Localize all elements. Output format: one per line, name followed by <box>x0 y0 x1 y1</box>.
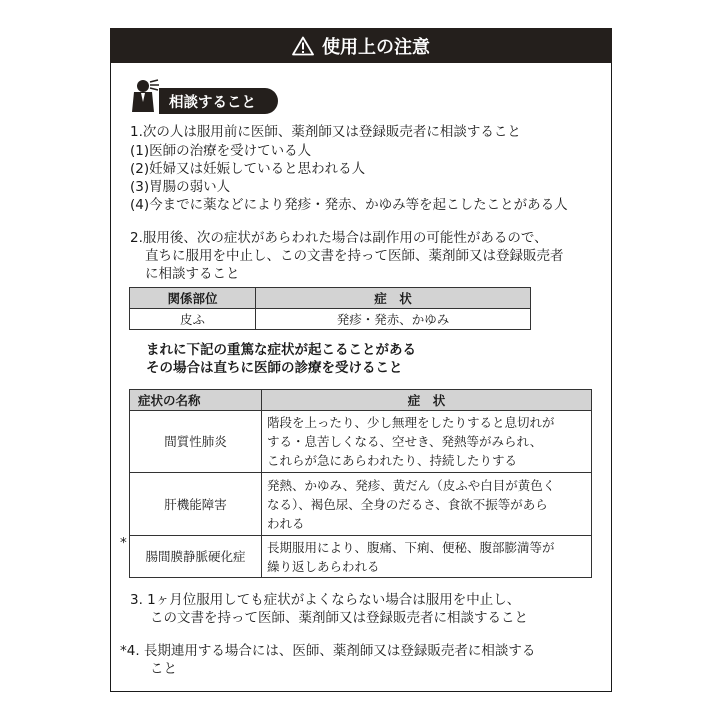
symptom-line: 長期服用により、腹痛、下痢、便秘、腹部膨満等が <box>267 539 555 555</box>
warning-icon <box>292 36 314 56</box>
page-title: 使用上の注意 <box>322 36 430 58</box>
notice-header <box>110 28 612 63</box>
section-label: 相談すること <box>159 88 278 114</box>
item1-sub: (2)妊婦又は妊娠していると思われる人 <box>130 161 366 177</box>
footnote-mark: * <box>120 535 127 551</box>
item3-line: 3. 1ヶ月位服用しても症状がよくならない場合は服用を中止し、 <box>130 592 521 608</box>
item2-line: 2.服用後、次の症状があらわれた場合は副作用の可能性があるので、 <box>130 230 548 246</box>
item2-line: 直ちに服用を中止し、この文書を持って医師、薬剤師又は登録販売者 <box>145 248 564 264</box>
item4-line: こと <box>150 661 177 677</box>
symptom-line: これらが急にあらわれたり、持続したりする <box>267 453 518 468</box>
item2-line: に相談すること <box>145 266 240 282</box>
symptom-name: 間質性肺炎 <box>130 411 262 473</box>
symptom-line: なる）、褐色尿、全身のだるさ、食欲不振等があら <box>267 496 548 512</box>
item4-line: *4. 長期連用する場合には、医師、薬剤師又は登録販売者に相談する <box>120 643 536 659</box>
symptom-line: 繰り返しあらわれる <box>267 558 380 574</box>
table-row <box>130 411 592 473</box>
symptom-name: 肝機能障害 <box>130 473 262 536</box>
symptom-name: 腸間膜静脈硬化症 <box>130 536 262 578</box>
table-cell: 発疹・発赤、かゆみ <box>256 309 531 330</box>
symptom-line: する・息苦しくなる、空せき、発熱等がみられ、 <box>267 434 543 449</box>
item1-title: 1.次の人は服用前に医師、薬剤師又は登録販売者に相談すること <box>130 124 521 140</box>
table-header: 関係部位 <box>130 288 256 309</box>
rare-line: その場合は直ちに医師の診療を受けること <box>146 360 403 376</box>
pharmacist-icon <box>128 78 162 114</box>
item1-sub: (1)医師の治療を受けている人 <box>130 143 312 159</box>
table-cell: 皮ふ <box>130 309 256 330</box>
table-header: 症 状 <box>256 288 531 309</box>
symptom-line: われる <box>267 515 305 531</box>
related-area-table <box>129 287 531 330</box>
item1-sub: (3)胃腸の弱い人 <box>130 179 231 195</box>
item3-line: この文書を持って医師、薬剤師又は登録販売者に相談すること <box>150 610 528 626</box>
symptom-line: 階段を上ったり、少し無理をしたりすると息切れが <box>267 415 555 430</box>
table-header: 症 状 <box>262 390 592 411</box>
serious-symptoms-table <box>129 389 592 578</box>
table-row <box>130 536 592 578</box>
table-header: 症状の名称 <box>130 390 262 411</box>
rare-line: まれに下記の重篤な症状が起こることがある <box>146 342 416 358</box>
symptom-line: 発熱、かゆみ、発疹、黄だん（皮ふや白目が黄色く <box>267 477 556 493</box>
table-row <box>130 473 592 536</box>
item1-sub: (4)今までに薬などにより発疹・発赤、かゆみ等を起こしたことがある人 <box>130 197 568 213</box>
